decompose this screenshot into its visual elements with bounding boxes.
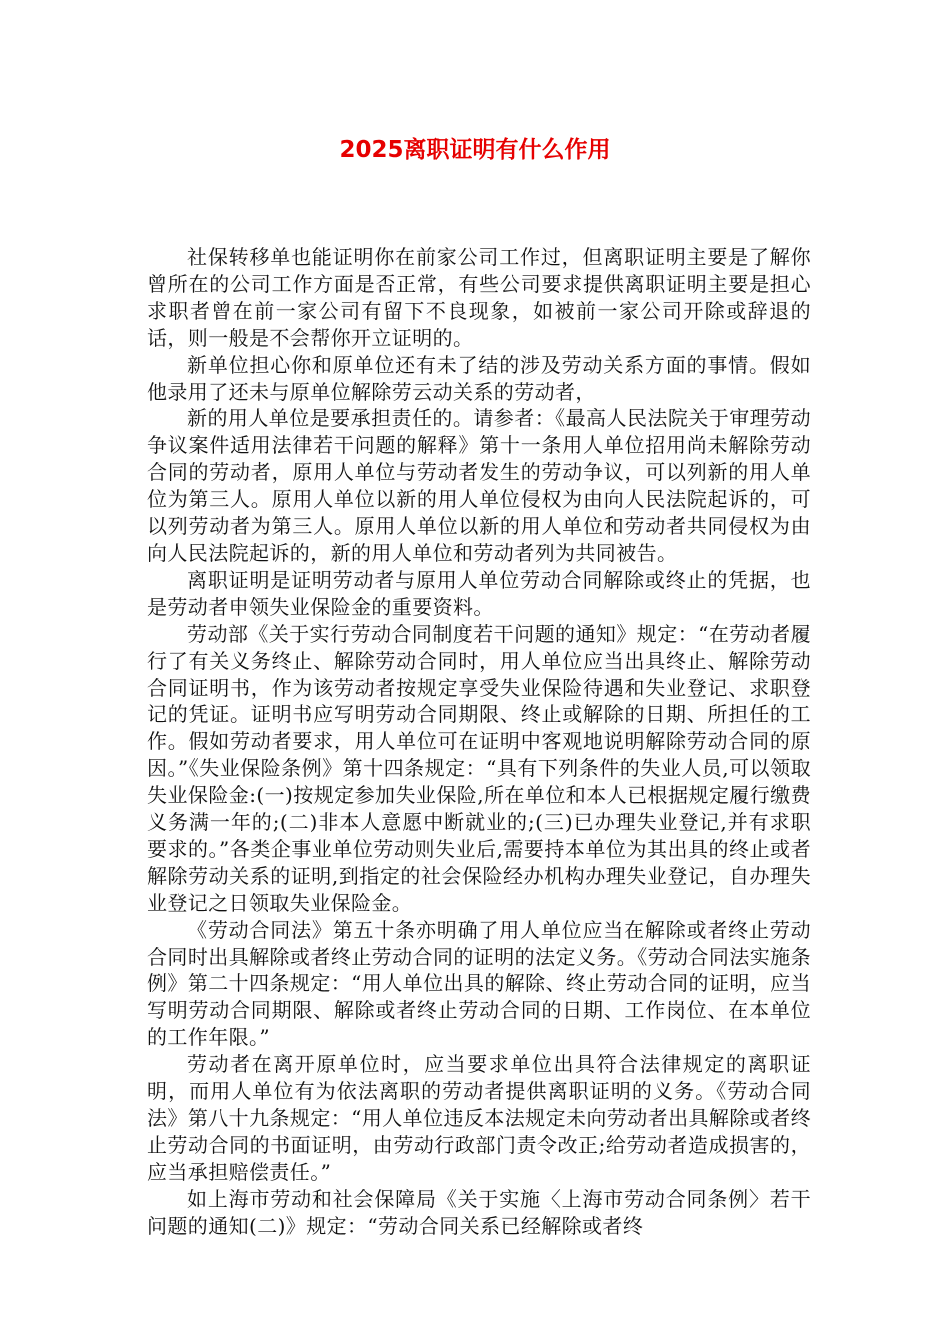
paragraph: 新的用人单位是要承担责任的。请参者：《最高人民法院关于审理劳动争议案件适用法律若干问题的解释》第十一条用人单位招用尚未解除劳动合同的劳动者，原用人单位与劳动者发生的劳动争议，可以列新的用人单位为第三人。原用人单位以新的用人单位侵权为由向人民法院起诉的，可以列劳动者为第三人。原用人单位以新的用人单位和劳动者共同侵权为由向人民法院起诉的，新的用人单位和劳动者列为共同被告。 xyxy=(147,406,811,565)
document-body xyxy=(147,244,811,1240)
paragraph: 离职证明是证明劳动者与原用人单位劳动合同解除或终止的凭据，也是劳动者申领失业保险金的重要资料。 xyxy=(147,567,811,619)
paragraph: 如上海市劳动和社会保障局《关于实施〈上海市劳动合同条例〉若干问题的通知(二)》规定：“劳动合同关系已经解除或者终 xyxy=(147,1186,811,1238)
paragraph: 社保转移单也能证明你在前家公司工作过，但离职证明主要是了解你曾所在的公司工作方面是否正常，有些公司要求提供离职证明主要是担心求职者曾在前一家公司有留下不良现象，如被前一家公司开除或辞退的话，则一般是不会帮你开立证明的。 xyxy=(147,245,811,350)
paragraph: 劳动部《关于实行劳动合同制度若干问题的通知》规定：“在劳动者履行了有关义务终止、解除劳动合同时，用人单位应当出具终止、解除劳动合同证明书，作为该劳动者按规定享受失业保险待遇和失业登记、求职登记的凭证。证明书应写明劳动合同期限、终止或解除的日期、所担任的工作。假如劳动者要求，用人单位可在证明中客观地说明解除劳动合同的原因。”《失业保险条例》第十四条规定：“具有下列条件的失业人员,可以领取失业保险金:(一)按规定参加失业保险,所在单位和本人已根据规定履行缴费义务满一年的;(二)非本人意愿中断就业的;(三)已办理失业登记,并有求职要求的。”各类企事业单位劳动则失业后,需要持本单位为其出具的终止或者解除劳动关系的证明,到指定的社会保险经办机构办理失业登记，自办理失业登记之日领取失业保险金。 xyxy=(147,621,811,915)
paragraph: 劳动者在离开原单位时，应当要求单位出具符合法律规定的离职证明，而用人单位有为依法离职的劳动者提供离职证明的义务。《劳动合同法》第八十九条规定：“用人单位违反本法规定未向劳动者出具解除或者终止劳动合同的书面证明，由劳动行政部门责令改正;给劳动者造成损害的，应当承担赔偿责任。” xyxy=(147,1052,811,1184)
paragraph: 《劳动合同法》第五十条亦明确了用人单位应当在解除或者终止劳动合同时出具解除或者终止劳动合同的证明的法定义务。《劳动合同法实施条例》第二十四条规定：“用人单位出具的解除、终止劳动合同的证明，应当写明劳动合同期限、解除或者终止劳动合同的日期、工作岗位、在本单位的工作年限。” xyxy=(147,917,811,1050)
paragraph: 新单位担心你和原单位还有未了结的涉及劳动关系方面的事情。假如他录用了还未与原单位解除劳云动关系的劳动者， xyxy=(147,352,811,404)
document-title: 2025离职证明有什么作用 xyxy=(339,137,611,163)
